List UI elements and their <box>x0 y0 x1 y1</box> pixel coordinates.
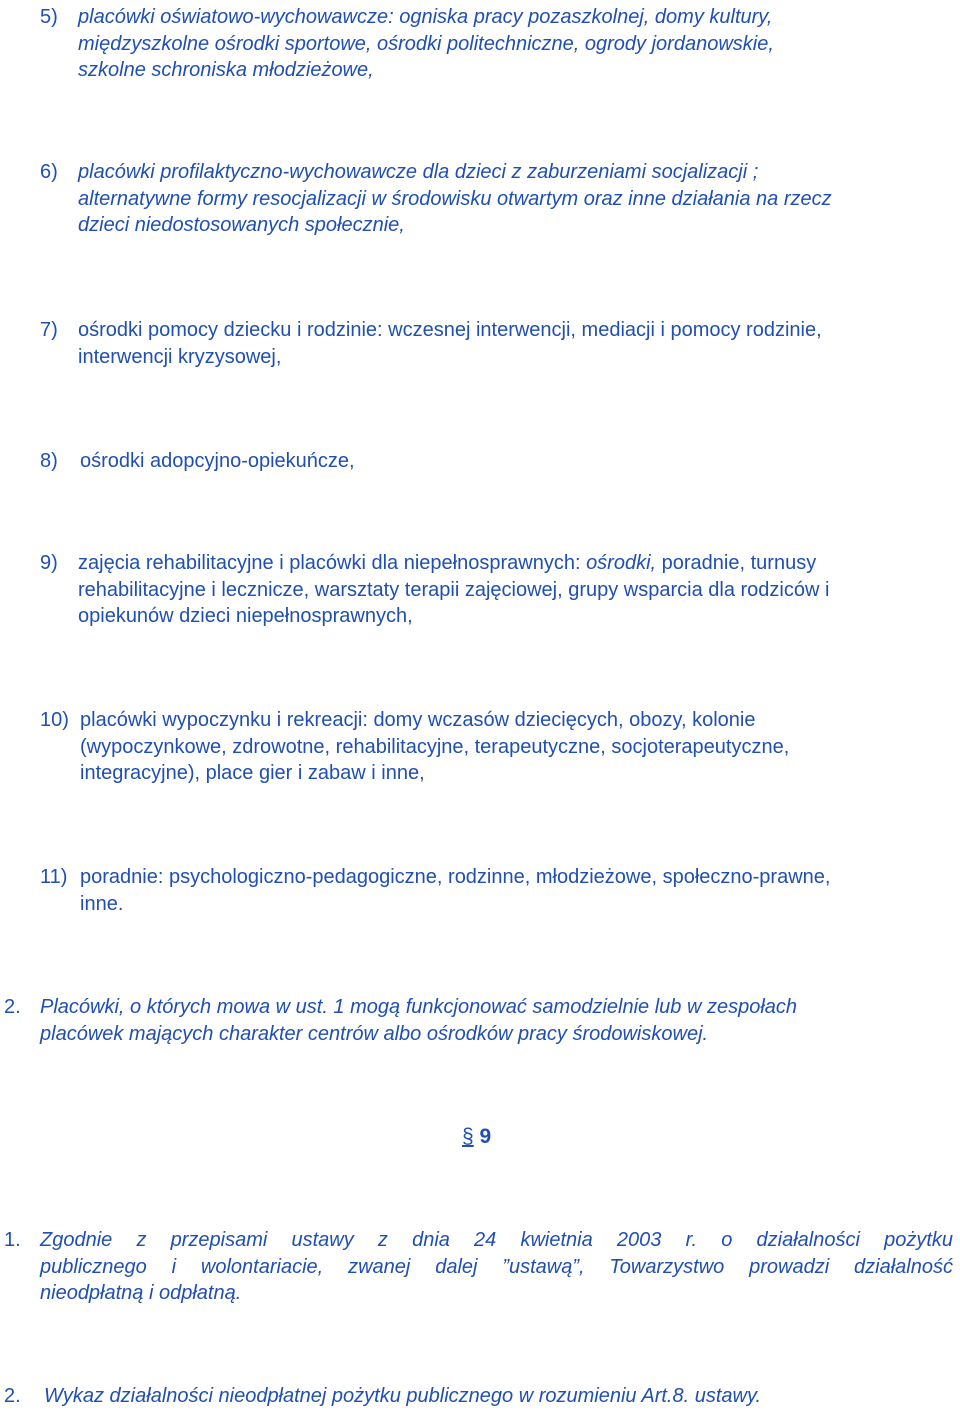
paragraph-number: 2. <box>4 996 21 1018</box>
list-number: 9) <box>40 552 58 574</box>
section-symbol: § <box>462 1125 474 1148</box>
paragraph-line: Zgodnie z przepisami ustawy z dnia 24 kwietnia 2003 r. o działalności pożytku <box>40 1229 953 1251</box>
list-number: 10) <box>40 709 69 731</box>
paragraph-text: Wykaz działalności nieodpłatnej pożytku publicznego w rozumieniu Art.8. ustawy. <box>44 1385 762 1407</box>
list-item-text: placówki oświatowo-wychowawcze: ogniska pracy pozaszkolnej, domy kultury, międzyszkolne ośrodki sportowe, ośrodki politechniczne, ogrody jordanowskie, szkolne schroniska młodzieżowe, <box>78 6 774 81</box>
list-item-text: ośrodki adopcyjno-opiekuńcze, <box>80 450 355 472</box>
section-heading <box>462 1124 491 1151</box>
list-number: 8) <box>40 450 58 472</box>
list-item-text: placówki profilaktyczno-wychowawcze dla dzieci z zaburzeniami socjalizacji ; alternatywne formy resocjalizacji w środowisku otwartym oraz inne działania na rzecz dzieci niedostosowanych społecznie, <box>78 161 832 236</box>
list-number: 6) <box>40 161 58 183</box>
paragraph-line: publicznego i wolontariacie, zwanej dalej ”ustawą”, Towarzystwo prowadzi działalność <box>40 1255 953 1278</box>
list-item-text: poradnie: psychologiczno-pedagogiczne, rodzinne, młodzieżowe, społeczno-prawne, inne. <box>80 866 831 915</box>
section-number: 9 <box>479 1125 492 1148</box>
list-item-text-part: poradnie, turnusy rehabilitacyjne i lecznicze, warsztaty terapii zajęciowej, grupy wsparcia dla rodziców i opiekunów dzieci niepełnosprawnych, <box>78 552 830 627</box>
paragraph-text <box>40 1227 953 1307</box>
list-item-text-italic: ośrodki, <box>586 552 657 574</box>
paragraph-line: nieodpłatną i odpłatną. <box>40 1282 242 1304</box>
paragraph-number: 1. <box>4 1229 21 1251</box>
paragraph-text: Placówki, o których mowa w ust. 1 mogą funkcjonować samodzielnie lub w zespołach placówek mających charakter centrów albo ośrodków pracy środowiskowej. <box>40 996 798 1045</box>
list-number: 7) <box>40 319 58 341</box>
list-item-text <box>78 550 956 630</box>
list-item-text: placówki wypoczynku i rekreacji: domy wczasów dziecięcych, obozy, kolonie (wypoczynkowe, zdrowotne, rehabilitacyjne, terapeutyczne, socjoterapeutyczne, integracyjne), place gier i zabaw i inne, <box>80 709 790 784</box>
list-number: 11) <box>40 866 68 888</box>
list-number: 5) <box>40 6 58 28</box>
list-item-text-part: zajęcia rehabilitacyjne i placówki dla niepełnosprawnych: <box>78 552 587 574</box>
list-item-text: ośrodki pomocy dziecku i rodzinie: wczesnej interwencji, mediacji i pomocy rodzinie, interwencji kryzysowej, <box>78 319 822 368</box>
paragraph-number: 2. <box>4 1385 21 1407</box>
